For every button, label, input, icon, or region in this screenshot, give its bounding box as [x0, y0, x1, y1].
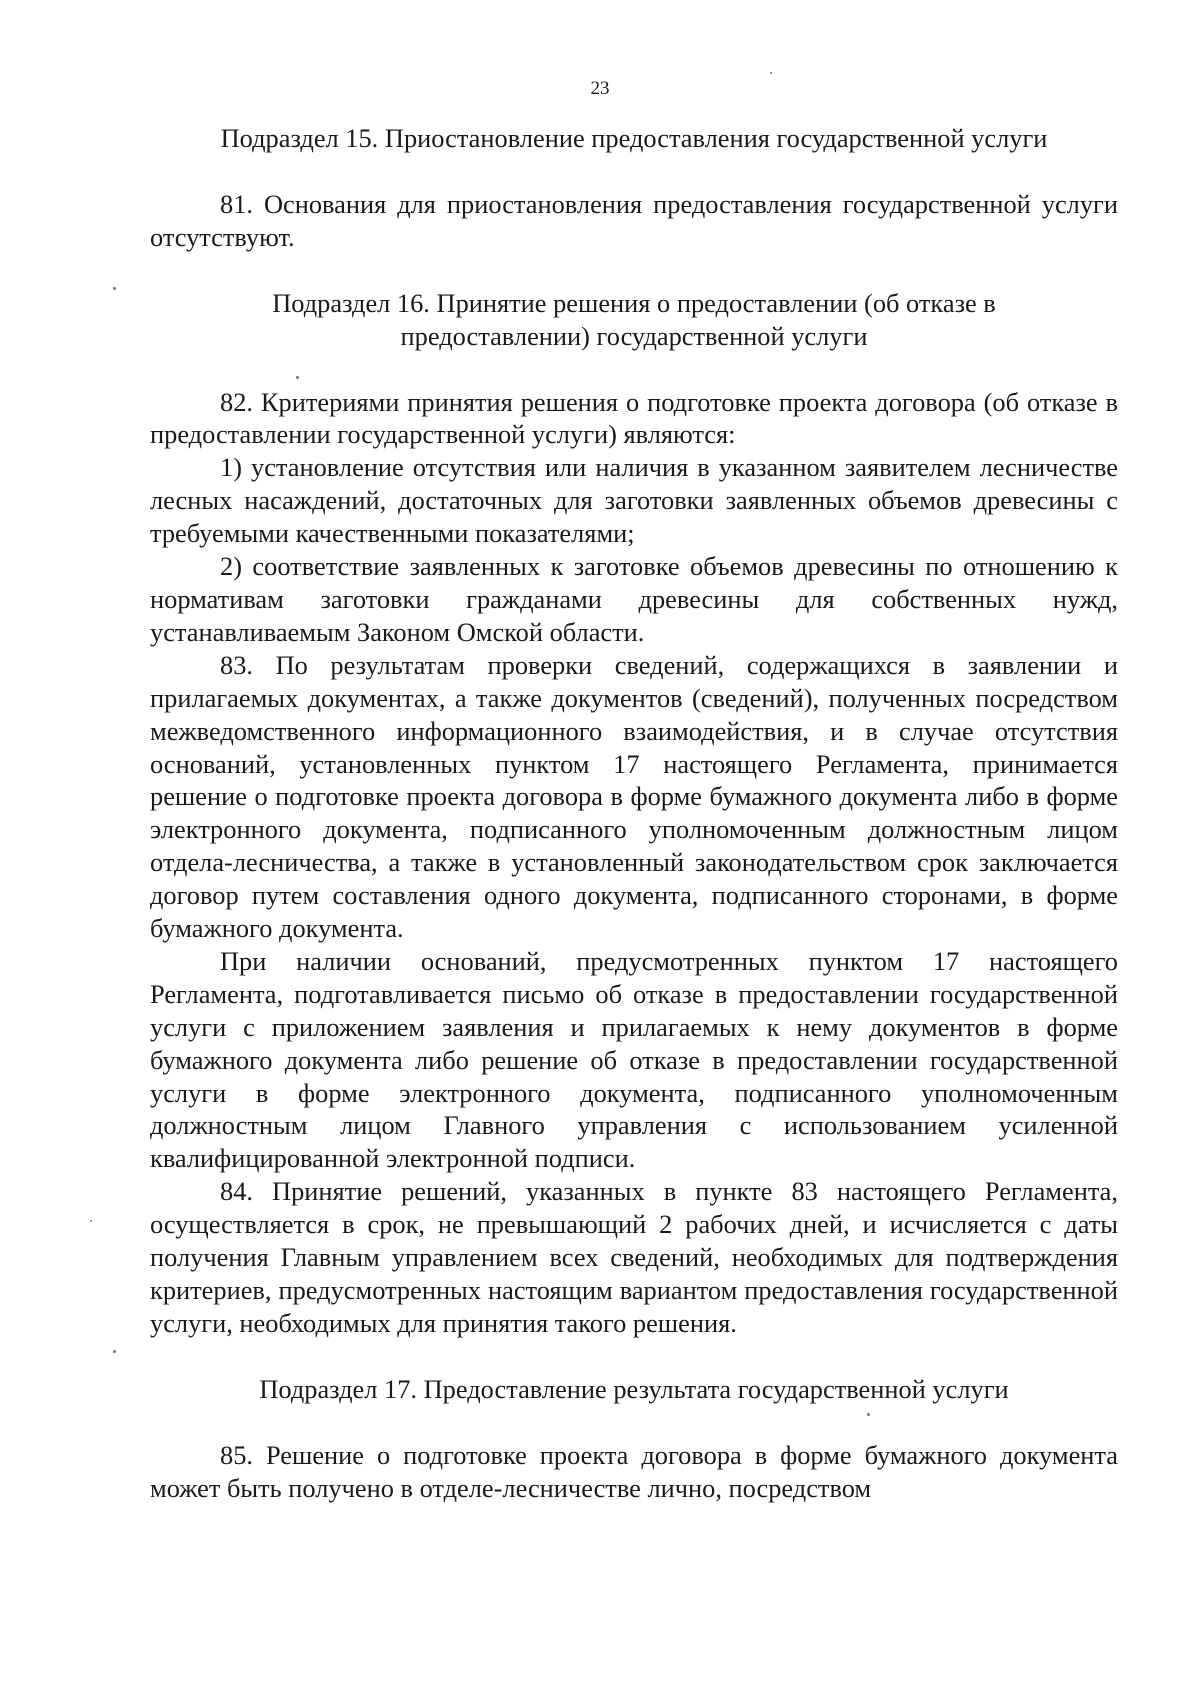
- paragraph-83: 83. По результатам проверки сведений, содержащихся в заявлении и прилагаемых документах, а также документов (сведений), полученных посредством межведомственного информационного взаимодействия, и в случае отсутствия оснований, установленных пунктом 17 настоящего Регламента, принимается решение о подготовке проекта договора в форме бумажного документа либо в форме электронного документа, подписанного уполномоченным должностным лицом отдела-лесничества, а также в установленный законодательством срок заключается договор путем составления одного документа, подписанного сторонами, в форме бумажного документа.: [150, 649, 1118, 944]
- paragraph-82-item-1: 1) установление отсутствия или наличия в указанном заявителем лесничестве лесных насаждений, достаточных для заготовки заявленных объемов древесины с требуемыми качественными показателями;: [150, 452, 1118, 549]
- paragraph-81: 81. Основания для приостановления предоставления государственной услуги отсутствуют.: [150, 188, 1118, 252]
- subsection-16-heading: Подраздел 16. Принятие решения о предоставлении (об отказе в предоставлении) государственной услуги: [272, 287, 996, 351]
- paragraph-82: 82. Критериями принятия решения о подготовке проекта договора (об отказе в предоставлении государственной услуги) являются:: [150, 386, 1118, 450]
- subsection-17-heading: Подраздел 17. Предоставление результата государственной услуги: [259, 1373, 1009, 1404]
- scan-speck: [113, 287, 116, 290]
- paragraph-85: 85. Решение о подготовке проекта договора в форме бумажного документа может быть получено в отделе-лесничестве лично, посредством: [150, 1439, 1118, 1503]
- scan-speck: [113, 1350, 116, 1353]
- paragraph-82-item-2: 2) соответствие заявленных к заготовке объемов древесины по отношению к нормативам заготовки гражданами древесины для собственных нужд, устанавливаемым Законом Омской области.: [150, 551, 1118, 647]
- page-number: 23: [590, 78, 610, 99]
- scan-speck: [296, 376, 299, 379]
- subsection-15-heading: Подраздел 15. Приостановление предоставления государственной услуги: [220, 123, 1048, 153]
- paragraph-83-refusal: При наличии оснований, предусмотренных пунктом 17 настоящего Регламента, подготавливается письмо об отказе в предоставлении государственной услуги с приложением заявления и прилагаемых к нему документов в форме бумажного документа либо решение об отказе в предоставлении государственной услуги в форме электронного документа, подписанного уполномоченным должностным лицом Главного управления с использованием усиленной квалифицированной электронной подписи.: [150, 945, 1118, 1174]
- document-body: [150, 122, 1118, 1505]
- scan-speck: [867, 1413, 870, 1416]
- scan-speck: [770, 72, 772, 74]
- scan-speck: [90, 1220, 92, 1222]
- paragraph-84: 84. Принятие решений, указанных в пункте 83 настоящего Регламента, осуществляется в срок, не превышающий 2 рабочих дней, и исчисляется с даты получения Главным управлением всех сведений, необходимых для подтверждения критериев, предусмотренных настоящим вариантом предоставления государственной услуги, необходимых для принятия такого решения.: [150, 1176, 1118, 1338]
